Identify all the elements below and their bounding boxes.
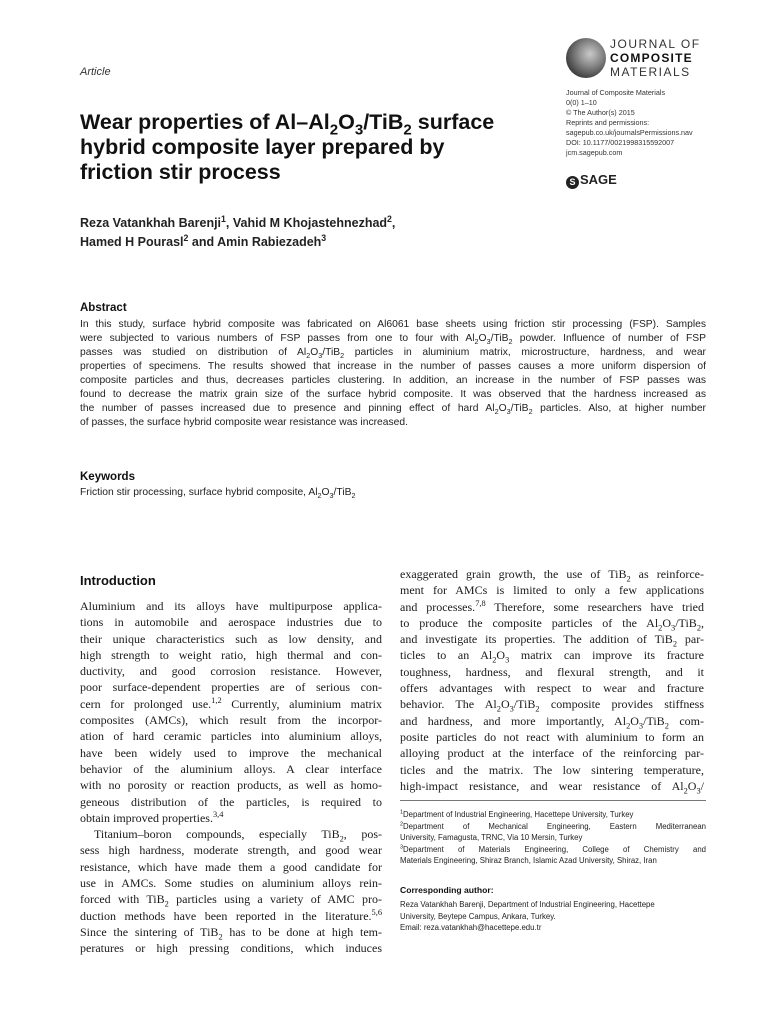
body-line: Aluminium and its alloys have multipurpose applica-	[80, 599, 382, 613]
affiliation-line: University, Famagusta, TRNC, Via 10 Mersin, Turkey	[400, 833, 583, 842]
keywords-text: Friction stir processing, surface hybrid composite, $Al_2O_3/TiB_2$	[80, 487, 356, 501]
corresponding-line: University, Beytepe Campus, Ankara, Turkey.	[400, 911, 556, 921]
body-line: behavior of the aluminium alloys. A clear interface	[80, 761, 382, 776]
body-line: geneous distribution of the particles, is required to	[80, 794, 382, 809]
abstract-heading: Abstract	[80, 302, 127, 314]
body-line: cern for prolonged use.$^{1,2}$ Currently, aluminium matrix	[80, 695, 383, 711]
journal-logo-globe-icon	[566, 38, 606, 78]
abstract-line: In this study, surface hybrid composite was fabricated on Al6061 base sheets using friction stir processing (FSP). Samples	[80, 319, 706, 330]
affiliations	[400, 809, 706, 867]
abstract-line: found to decrease the matrix grain size of the surface hybrid composite. It was observed that the hardness increased as	[80, 389, 706, 400]
abstract-line: properties of specimens. The results showed that increase in the number of passes causes a more uniform dispersion of	[80, 361, 706, 372]
publisher-name: SAGE	[580, 172, 617, 187]
body-line: and processes.$^{7,8}$ Therefore, some researchers have tried	[400, 598, 705, 614]
body-line: their unique characteristics such as low density, and	[80, 631, 382, 646]
body-line: have been widely used to improve the mechanical	[80, 745, 382, 760]
meta-volume: 0(0) 1–10	[566, 98, 597, 107]
journal-meta	[566, 88, 746, 158]
abstract-body	[80, 318, 706, 430]
authors-line-1: Reza Vatankhah Barenji$^1$, Vahid M Khojastehnezhad$^2$,	[80, 213, 396, 230]
corresponding-author-heading: Corresponding author:	[400, 885, 494, 895]
body-line: alloying product at the interface of the reinforcing par-	[400, 746, 704, 761]
body-line: peratures or high pressing conditions, which induces	[80, 941, 382, 956]
body-line: duction methods have been reported in the literature.$^{5,6}$	[80, 907, 382, 923]
sage-icon: S	[566, 176, 579, 189]
article-type-label: Article	[80, 66, 111, 78]
corresponding-author	[400, 899, 706, 934]
affiliation-line: $^2$Department of Mechanical Engineering, Eastern Mediterranean	[400, 820, 706, 831]
keywords-heading: Keywords	[80, 471, 135, 483]
body-line: high strength to weight ratio, high thermal and con-	[80, 647, 382, 662]
body-line: and investigate its properties. The addition of TiB$_2$ par-	[400, 632, 704, 649]
body-line: ticles and the matrix. The low sintering temperature,	[400, 762, 704, 777]
abstract-line: passes was studied on distribution of $Al_2O_3/TiB_2$ particles in aluminium matrix, microstructure, hardness, and wear	[80, 347, 706, 361]
corresponding-email[interactable]: Email: reza.vatankhah@hacettepe.edu.tr	[400, 923, 542, 932]
body-line: ductivity, and good corrosion resistance. However,	[80, 664, 382, 679]
corresponding-line: Reza Vatankhah Barenji, Department of Industrial Engineering, Hacettepe	[400, 900, 655, 909]
body-line: tions in automobile and aerospace industries due to	[80, 615, 382, 630]
body-line: to produce the composite particles of the $Al_2O_3/TiB_2$,	[400, 615, 704, 633]
body-line: high-impact resistance, and wear resistance of $Al_2O_3/$	[400, 778, 704, 796]
meta-copyright: © The Author(s) 2015	[566, 108, 635, 117]
body-line: use in AMCs. Some studies on aluminium alloys rein-	[80, 876, 382, 891]
body-line: ation of hard ceramic particles into aluminium alloys,	[80, 729, 382, 744]
body-line: toughness, hardness, and flexural strength, and it	[400, 664, 704, 679]
abstract-line: composite particles and thus, decreases particles clustering. In addition, an increase in the number of FSP passes was	[80, 375, 706, 386]
logo-line-1: JOURNAL OF	[610, 37, 701, 51]
affiliation-line: $^1$Department of Industrial Engineering, Hacettepe University, Turkey	[400, 809, 634, 819]
title-line-3: friction stir process	[80, 160, 281, 184]
body-line: Titanium–boron compounds, especially TiB$_2$, pos-	[94, 827, 382, 844]
body-line: offers advantages with respect to wear and fracture	[400, 681, 704, 696]
body-line: forced with TiB$_2$ particles using a variety of AMC pro-	[80, 892, 382, 909]
abstract-line: were subjected to various numbers of FSP passes from one to four with $Al_2O_3/TiB_2$ powder. Influence of number of FSP	[80, 333, 706, 347]
body-line: ment for AMCs is limited to only a few applications	[400, 583, 704, 598]
paper-title	[80, 110, 520, 185]
authors-line-2: Hamed H Pourasl$^2$ and Amin Rabiezadeh$^3$	[80, 232, 327, 249]
body-line: ticles to an $Al_2O_3$ matrix can improve its fracture	[400, 648, 704, 665]
body-line: posite particles do not react with aluminium to form an	[400, 729, 704, 744]
body-line: and hardness, and more importantly, $Al_2O_3/TiB_2$ com-	[400, 713, 704, 731]
author-list	[80, 214, 540, 252]
logo-line-2: COMPOSITE	[610, 51, 693, 65]
body-line: composites (AMCs), which result from the incorpor-	[80, 713, 382, 728]
meta-website[interactable]: jcm.sagepub.com	[566, 148, 623, 157]
body-line: poor surface-dependent properties are of serious con-	[80, 680, 382, 695]
body-line: with no porosity or reaction products, as well as homo-	[80, 778, 382, 793]
introduction-heading: Introduction	[80, 573, 156, 588]
intro-column-2	[400, 566, 704, 794]
body-line: exaggerated grain growth, the use of TiB$_2$ as reinforce-	[400, 567, 705, 584]
intro-column-1	[80, 598, 382, 957]
affiliation-line: $^3$Department of Materials Engineering, College of Chemistry and	[400, 843, 706, 854]
meta-doi[interactable]: DOI: 10.1177/0021998315592007	[566, 138, 675, 147]
meta-journal: Journal of Composite Materials	[566, 88, 666, 97]
body-line: sess high hardness, moderate strength, and good wear	[80, 843, 382, 858]
footnote-divider	[400, 800, 706, 801]
body-line: resistance, which have made them a good candidate for	[80, 859, 382, 874]
body-line: Since the sintering of TiB$_2$ has to be done at high tem-	[80, 924, 383, 942]
journal-logo	[566, 34, 701, 82]
title-line-2: hybrid composite layer prepared by	[80, 135, 445, 159]
body-line: obtain improved properties.$^{3,4}$	[80, 809, 224, 825]
logo-line-3: MATERIALS	[610, 65, 691, 79]
meta-permissions-link[interactable]: sagepub.co.uk/journalsPermissions.nav	[566, 128, 693, 137]
title-line-1: Wear properties of $Al-Al_2O_3/TiB_2$ surface	[80, 110, 495, 139]
meta-reprints: Reprints and permissions:	[566, 118, 650, 127]
affiliation-line: Materials Engineering, Shiraz Branch, Islamic Azad University, Shiraz, Iran	[400, 856, 657, 865]
body-line: behavior. The $Al_2O_3/TiB_2$ composite provides stiffness	[400, 697, 704, 714]
publisher-logo	[566, 172, 617, 189]
abstract-line: of passes, the surface hybrid composite wear resistance was increased.	[80, 417, 408, 428]
abstract-line: the number of passes increased due to presence and pinning effect of hard $Al_2O_3/TiB_2$ particles. Also, at higher number	[80, 403, 706, 417]
